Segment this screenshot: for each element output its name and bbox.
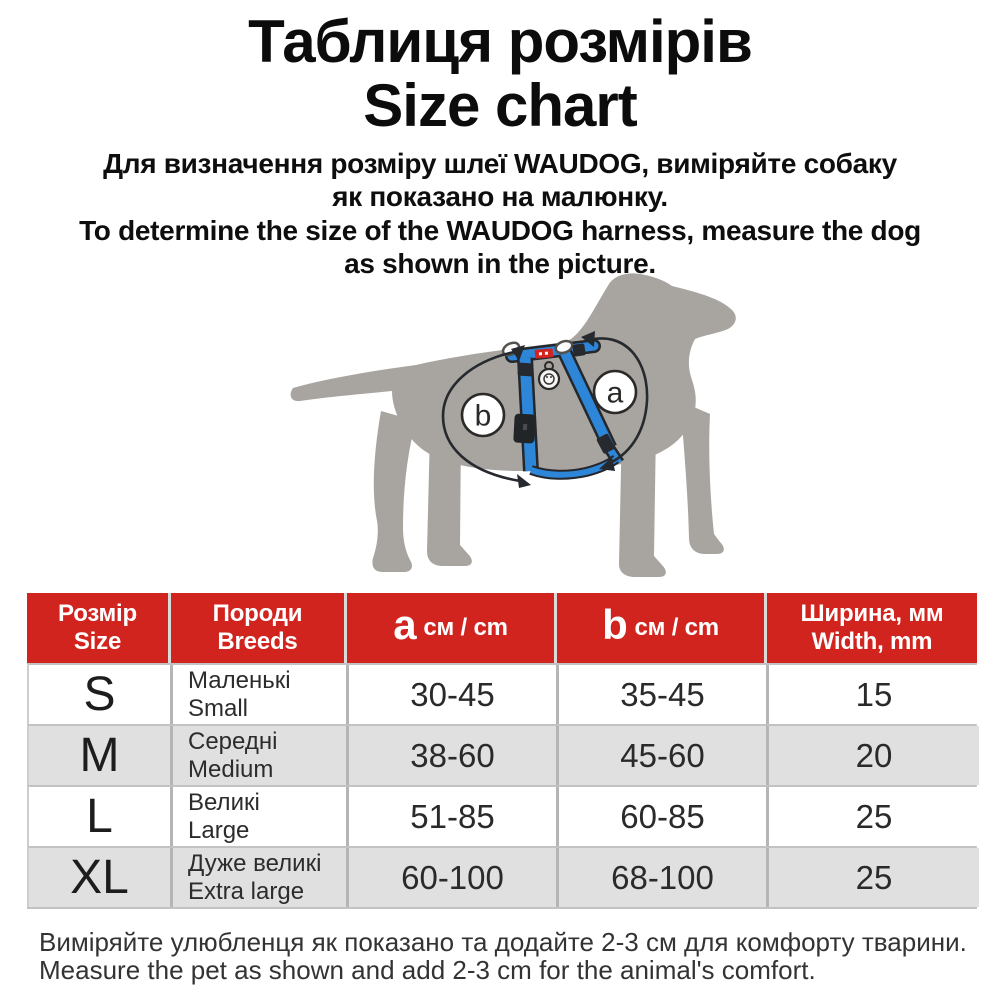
table-header-breeds: Породи Breeds bbox=[171, 593, 347, 663]
a-value-cell: 30-45 bbox=[349, 665, 559, 724]
footer-note-ua: Виміряйте улюбленця як показано та додайте 2-3 см для комфорту тварини. bbox=[39, 927, 967, 957]
size-cell: M bbox=[29, 726, 173, 785]
intro-en-line1: To determine the size of the WAUDOG harness, measure the dog bbox=[79, 215, 921, 246]
b-value-cell: 35-45 bbox=[559, 665, 769, 724]
a-value-cell: 51-85 bbox=[349, 787, 559, 846]
table-row-xl bbox=[27, 846, 977, 907]
a-value-cell: 60-100 bbox=[349, 848, 559, 907]
dog-harness-diagram bbox=[268, 266, 754, 592]
footer-note bbox=[39, 928, 989, 984]
intro-text-ua bbox=[0, 147, 1000, 213]
label-b: b bbox=[474, 399, 492, 433]
width-value-cell: 25 bbox=[769, 848, 979, 907]
harness-buckle-top bbox=[518, 363, 534, 377]
table-header-size: Розмір Size bbox=[27, 593, 171, 663]
table-row-s bbox=[27, 663, 977, 724]
table-header-b: b см / cm bbox=[557, 593, 767, 663]
width-value-cell: 25 bbox=[769, 787, 979, 846]
intro-ua-line2: як показано на малюнку. bbox=[332, 181, 668, 212]
a-value-cell: 38-60 bbox=[349, 726, 559, 785]
table-header-row bbox=[27, 593, 977, 663]
dog-diagram-svg bbox=[268, 266, 754, 592]
breed-cell: Маленькі Small bbox=[173, 665, 349, 724]
breed-cell: Середні Medium bbox=[173, 726, 349, 785]
b-value-cell: 60-85 bbox=[559, 787, 769, 846]
size-cell: S bbox=[29, 665, 173, 724]
intro-en-line2: as shown in the picture. bbox=[344, 248, 656, 279]
page-title bbox=[0, 10, 1000, 138]
b-value-cell: 45-60 bbox=[559, 726, 769, 785]
breed-cell: Великі Large bbox=[173, 787, 349, 846]
brand-tag bbox=[535, 348, 554, 359]
label-a: a bbox=[606, 376, 624, 410]
size-cell: L bbox=[29, 787, 173, 846]
table-row-l bbox=[27, 785, 977, 846]
b-value-cell: 68-100 bbox=[559, 848, 769, 907]
table-row-m bbox=[27, 724, 977, 785]
page-title-ua: Таблиця розмірів bbox=[248, 8, 752, 75]
footer-note-en: Measure the pet as shown and add 2-3 cm for the animal's comfort. bbox=[39, 955, 816, 985]
table-header-width: Ширина, мм Width, mm bbox=[767, 593, 977, 663]
table-header-a: a см / cm bbox=[347, 593, 557, 663]
intro-ua-line1: Для визначення розміру шлеї WAUDOG, виміряйте собаку bbox=[103, 148, 897, 179]
size-table bbox=[27, 593, 977, 909]
width-value-cell: 15 bbox=[769, 665, 979, 724]
breed-cell: Дуже великі Extra large bbox=[173, 848, 349, 907]
dog-silhouette bbox=[291, 273, 736, 577]
size-cell: XL bbox=[29, 848, 173, 907]
page-title-en: Size chart bbox=[363, 72, 637, 139]
harness-junction bbox=[572, 343, 586, 357]
width-value-cell: 20 bbox=[769, 726, 979, 785]
